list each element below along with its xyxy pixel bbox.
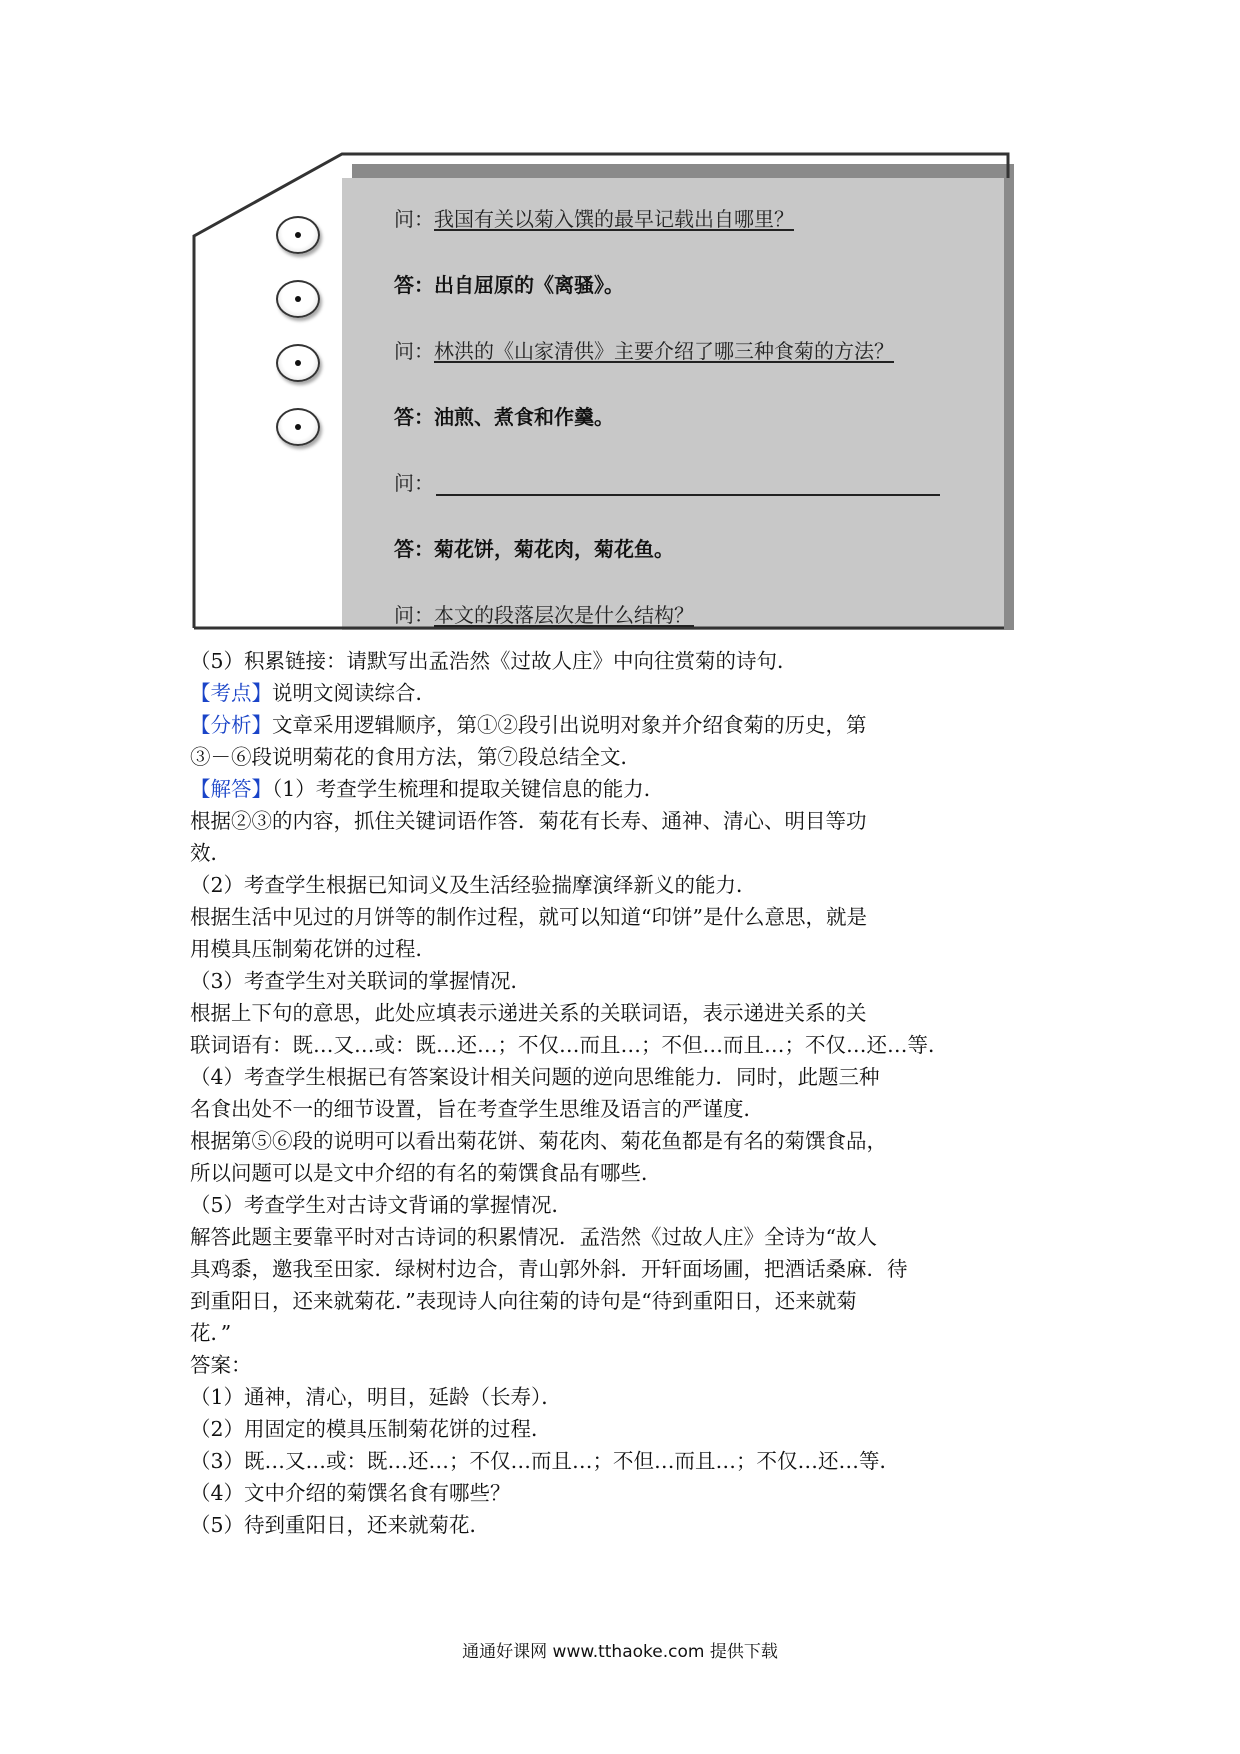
fenxi-tag: 【分析】 (190, 713, 272, 737)
card-question-1: 问：我国有关以菊入馔的最早记载出自哪里？ (394, 207, 794, 231)
body-line: （2）考查学生根据已知词义及生活经验揣摩演绎新义的能力． (190, 873, 757, 897)
body-line: 所以问题可以是文中介绍的有名的菊馔食品有哪些． (190, 1161, 662, 1185)
body-line: （3）考查学生对关联词的掌握情况． (190, 969, 532, 993)
fenxi-line-2: ③－⑥段说明菊花的食用方法，第⑦段总结全文． (190, 745, 641, 769)
card-question-blank: 问： (394, 470, 940, 496)
card-question-4: 问：本文的段落层次是什么结构？ (394, 603, 694, 627)
binder-ring-3 (276, 344, 320, 382)
qa-card-figure (192, 150, 1028, 640)
body-line: （4）考查学生根据已有答案设计相关问题的逆向思维能力．同时，此题三种 (190, 1065, 880, 1089)
card-answer-3: 答：菊花饼，菊花肉，菊花鱼。 (394, 537, 674, 561)
body-line: 名食出处不一的细节设置，旨在考查学生思维及语言的严谨度． (190, 1097, 764, 1121)
answer-line: （1）通神，清心，明目，延龄（长寿）． (190, 1385, 562, 1409)
body-line: 解答此题主要靠平时对古诗词的积累情况．孟浩然《过故人庄》全诗为“故人 (190, 1225, 877, 1249)
body-line: （5）考查学生对古诗文背诵的掌握情况． (190, 1193, 573, 1217)
jieda-line: 【解答】（1）考查学生梳理和提取关键信息的能力． (190, 777, 665, 801)
body-line: 到重阳日，还来就菊花．”表现诗人向往菊的诗句是“待到重阳日，还来就菊 (190, 1289, 857, 1313)
answer-line: （5）待到重阳日，还来就菊花． (190, 1513, 491, 1537)
card-question-2: 问：林洪的《山家清供》主要介绍了哪三种食菊的方法？ (394, 339, 894, 363)
card-answer-2: 答：油煎、煮食和作羹。 (394, 405, 614, 429)
answer-line: （2）用固定的模具压制菊花饼的过程． (190, 1417, 552, 1441)
answer-line: （3）既…又…或：既…还…；不仅…而且…；不但…而且…；不仅…还…等． (190, 1449, 901, 1473)
answer-blank-line (436, 472, 940, 496)
card-answer-1: 答：出自屈原的《离骚》。 (394, 273, 624, 297)
kaodian-line: 【考点】说明文阅读综合． (190, 681, 436, 705)
body-line: 根据上下句的意思，此处应填表示递进关系的关联词语，表示递进关系的关 (190, 1001, 867, 1025)
body-line: 根据第⑤⑥段的说明可以看出菊花饼、菊花肉、菊花鱼都是有名的菊馔食品， (190, 1129, 887, 1153)
body-line: 根据②③的内容，抓住关键词语作答．菊花有长寿、通神、清心、明目等功 (190, 809, 867, 833)
body-line: 具鸡黍，邀我至田家．绿树村边合，青山郭外斜．开轩面场圃，把酒话桑麻．待 (190, 1257, 908, 1281)
jieda-tag: 【解答】 (190, 777, 272, 801)
binder-ring-1 (276, 216, 320, 254)
body-line: 花．” (190, 1321, 232, 1345)
body-line: 用模具压制菊花饼的过程． (190, 937, 436, 961)
kaodian-tag: 【考点】 (190, 681, 272, 705)
binder-ring-4 (276, 408, 320, 446)
page-footer: 通通好课网 www.tthaoke.com 提供下载 (462, 1642, 778, 1662)
body-line: 效． (190, 841, 231, 865)
fenxi-line-1: 【分析】文章采用逻辑顺序，第①②段引出说明对象并介绍食菊的历史，第 (190, 713, 867, 737)
answer-line: （4）文中介绍的菊馔名食有哪些？ (190, 1481, 511, 1505)
answer-heading: 答案： (190, 1353, 252, 1377)
question-5: （5）积累链接：请默写出孟浩然《过故人庄》中向往赏菊的诗句． (190, 649, 798, 673)
body-line: 联词语有：既…又…或：既…还…；不仅…而且…；不但…而且…；不仅…还…等． (190, 1033, 949, 1057)
binder-ring-2 (276, 280, 320, 318)
body-line: 根据生活中见过的月饼等的制作过程，就可以知道“印饼”是什么意思，就是 (190, 905, 867, 929)
